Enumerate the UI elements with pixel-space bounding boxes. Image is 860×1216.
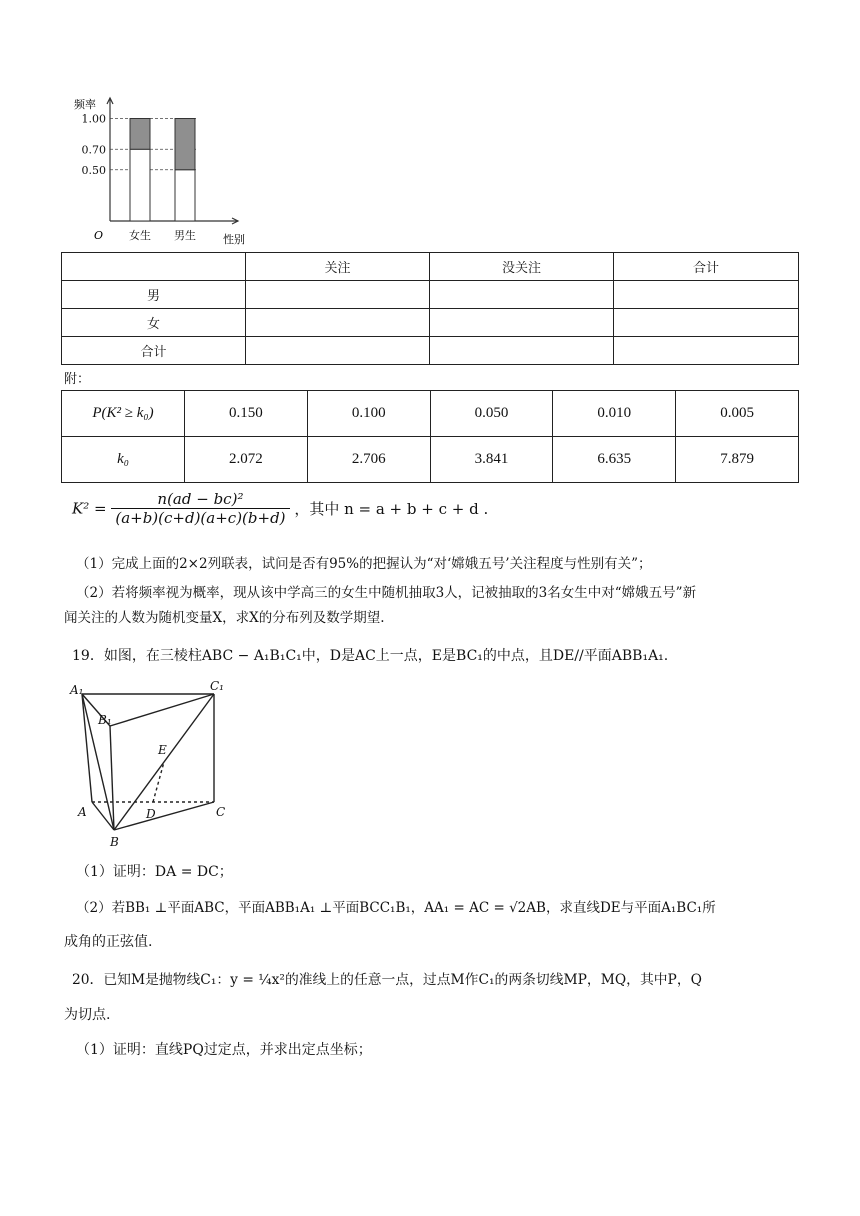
prism-figure bbox=[66, 680, 236, 856]
table-row bbox=[62, 281, 799, 309]
table-cell bbox=[246, 309, 430, 337]
formula-denominator: (a+b)(c+d)(a+c)(b+d) bbox=[115, 509, 286, 527]
formula-lhs: K² = bbox=[72, 499, 107, 518]
table-cell bbox=[614, 309, 799, 337]
label-e: E bbox=[158, 743, 167, 757]
table-cell bbox=[430, 337, 614, 365]
table-cell: 7.879 bbox=[676, 437, 799, 483]
bar-segment bbox=[130, 149, 150, 221]
q19-part2-line2: 成角的正弦值. bbox=[64, 934, 153, 950]
frequency-bar-chart bbox=[60, 88, 260, 250]
appendix-label: 附： bbox=[64, 372, 91, 387]
table-cell: 合计 bbox=[62, 337, 246, 365]
label-a1: A₁ bbox=[70, 683, 84, 697]
table-cell bbox=[430, 309, 614, 337]
q19-part1: （1）证明：DA = DC； bbox=[76, 864, 233, 880]
formula-fraction bbox=[111, 490, 289, 527]
table-row bbox=[62, 253, 799, 281]
x-axis-label: 性别 bbox=[223, 233, 245, 246]
table-cell: 男 bbox=[62, 281, 246, 309]
q20-stem-line2: 为切点. bbox=[64, 1007, 111, 1023]
table-row bbox=[62, 309, 799, 337]
q18-part2-line1: （2）若将频率视为概率，现从该中学高三的女生中随机抽取3人，记被抽取的3名女生中对“嫦娥五号”新 bbox=[76, 585, 697, 601]
label-c: C bbox=[216, 805, 226, 819]
table-cell: 女 bbox=[62, 309, 246, 337]
bar-segment-shaded bbox=[130, 119, 150, 150]
bar-segment bbox=[175, 170, 195, 221]
y-tick-label: 1.00 bbox=[81, 112, 106, 126]
q20-part1: （1）证明：直线PQ过定点，并求出定点坐标； bbox=[76, 1042, 372, 1058]
segment-b-c1 bbox=[114, 694, 214, 830]
table-cell: 0.005 bbox=[676, 391, 799, 437]
critical-value-table bbox=[61, 390, 799, 483]
origin-label: O bbox=[94, 229, 104, 242]
table-cell: k₀ bbox=[62, 437, 185, 483]
table-cell: 3.841 bbox=[430, 437, 553, 483]
table-cell: 0.010 bbox=[553, 391, 676, 437]
label-c1: C₁ bbox=[210, 680, 224, 693]
label-b1: B₁ bbox=[98, 713, 112, 727]
segment-d-e-hidden bbox=[153, 762, 164, 802]
table-cell: 关注 bbox=[246, 253, 430, 281]
table-cell bbox=[614, 281, 799, 309]
contingency-table bbox=[61, 252, 799, 365]
table-cell: 6.635 bbox=[553, 437, 676, 483]
edge-a-a1 bbox=[82, 694, 92, 802]
q19-part2-line1: （2）若BB₁ ⊥平面ABC，平面ABB₁A₁ ⊥平面BCC₁B₁，AA₁ = AC = √2AB，求直线DE与平面A₁BC₁所 bbox=[76, 900, 716, 916]
table-cell bbox=[430, 281, 614, 309]
y-tick-label: 0.70 bbox=[81, 143, 106, 157]
table-cell bbox=[246, 281, 430, 309]
y-axis-label: 频率 bbox=[74, 98, 96, 111]
x-tick-label: 女生 bbox=[129, 229, 151, 242]
formula-numerator: n(ad − bc)² bbox=[111, 490, 289, 509]
table-cell bbox=[62, 253, 246, 281]
table-row bbox=[62, 391, 799, 437]
q20-stem-line1: 20．已知M是抛物线C₁：y = ¼x²的准线上的任意一点，过点M作C₁的两条切线MP，MQ，其中P，Q bbox=[72, 972, 702, 988]
table-row bbox=[62, 437, 799, 483]
table-cell: 0.150 bbox=[185, 391, 308, 437]
label-d: D bbox=[146, 807, 156, 821]
bar-segment-shaded bbox=[175, 119, 195, 170]
table-cell bbox=[614, 337, 799, 365]
table-row bbox=[62, 337, 799, 365]
table-cell: 2.706 bbox=[307, 437, 430, 483]
q18-part1: （1）完成上面的2×2列联表，试问是否有95%的把握认为“对‘嫦娥五号’关注程度与性别有关”； bbox=[76, 556, 652, 572]
x-tick-label: 男生 bbox=[174, 229, 196, 242]
table-cell: 0.050 bbox=[430, 391, 553, 437]
edge-b-c bbox=[114, 802, 214, 830]
formula-tail: ，其中 n = a + b + c + d . bbox=[294, 500, 489, 518]
label-a: A bbox=[78, 805, 87, 819]
edge-b1-c1 bbox=[110, 694, 214, 726]
table-cell: 没关注 bbox=[430, 253, 614, 281]
q18-part2-line2: 闻关注的人数为随机变量X，求X的分布列及数学期望. bbox=[64, 610, 385, 626]
table-cell: 2.072 bbox=[185, 437, 308, 483]
k-squared-formula bbox=[72, 490, 488, 527]
table-cell: 合计 bbox=[614, 253, 799, 281]
q19-stem: 19．如图，在三棱柱ABC − A₁B₁C₁中，D是AC上一点，E是BC₁的中点，且DE//平面ABB₁A₁. bbox=[72, 648, 669, 664]
table-cell: 0.100 bbox=[307, 391, 430, 437]
table-cell: P(K² ≥ k₀) bbox=[62, 391, 185, 437]
label-b: B bbox=[110, 835, 119, 849]
table-cell bbox=[246, 337, 430, 365]
y-tick-label: 0.50 bbox=[81, 163, 106, 177]
